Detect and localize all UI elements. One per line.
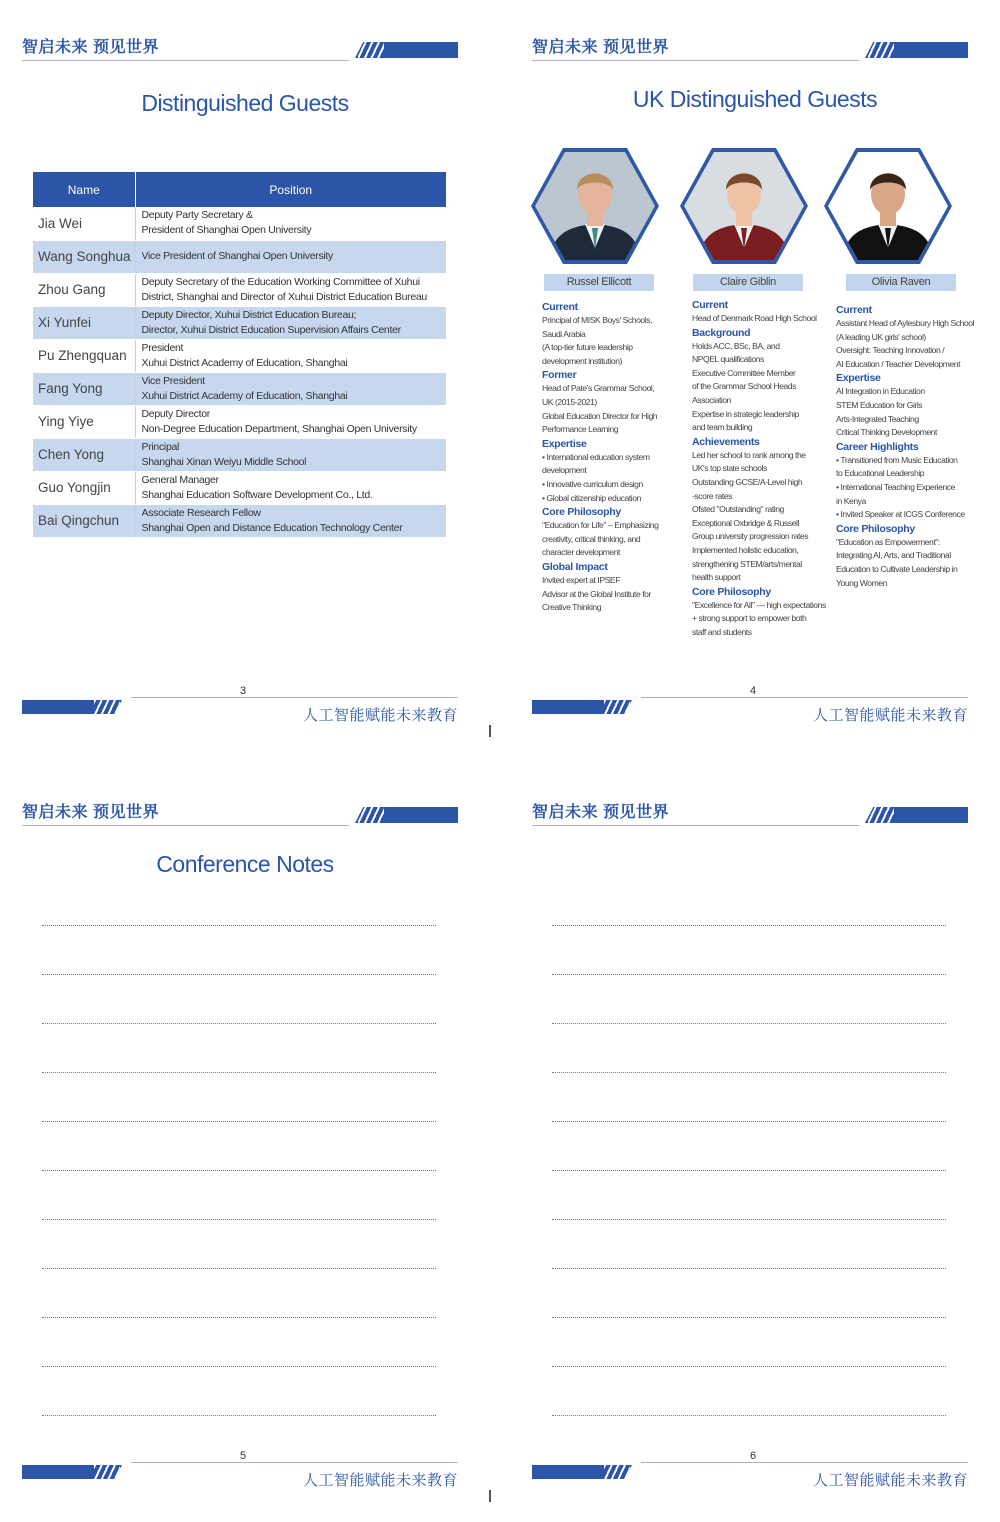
page-seam-mark xyxy=(489,1490,491,1502)
guest-position xyxy=(135,504,446,537)
note-line[interactable] xyxy=(552,1170,946,1171)
guest-name: Ying Yiye xyxy=(33,405,135,438)
footer-rule xyxy=(131,1462,458,1463)
bio-line: Led her school to rank among the xyxy=(692,449,806,460)
bio-line: STEM Education for Girls xyxy=(836,399,923,410)
table-row xyxy=(33,405,446,438)
bio-line: Education to Cultivate Leadership in xyxy=(836,563,958,574)
bio-line: Head of Pate's Grammar School, xyxy=(542,383,655,394)
table-row xyxy=(33,273,446,306)
bio-line: Implemented holistic education, xyxy=(692,544,799,555)
portrait-photo xyxy=(828,152,948,260)
bio-section-heading: Background xyxy=(692,326,751,339)
page-title: Distinguished Guests xyxy=(141,90,349,116)
note-line[interactable] xyxy=(42,1023,436,1024)
footer-slogan: 人工智能赋能未来教育 xyxy=(302,707,458,724)
position-line: Associate Research Fellow xyxy=(141,506,261,519)
page-4 xyxy=(525,20,985,760)
bio-line: • Global citizenship education xyxy=(542,492,641,503)
page-number: 6 xyxy=(749,1450,757,1462)
note-line[interactable] xyxy=(552,1415,946,1416)
bio-line: AI Education / Teacher Development xyxy=(836,358,961,369)
note-line[interactable] xyxy=(42,974,436,975)
bio-line: and team building xyxy=(692,422,753,433)
position-line: Deputy Secretary of the Education Working Committee of Xuhui xyxy=(141,275,420,288)
bio-line: Young Women xyxy=(836,577,887,588)
guest-name: Bai Qingchun xyxy=(33,504,135,537)
note-line[interactable] xyxy=(42,1219,436,1220)
bio-line: Invited expert at IPSEF xyxy=(542,574,621,585)
header-rule xyxy=(532,60,859,61)
guest-position xyxy=(135,405,446,438)
table-row xyxy=(33,240,446,273)
bio-line: UK's top state schools xyxy=(692,463,767,474)
bio-line: Group university progression rates xyxy=(692,531,809,542)
header-stripe-bar xyxy=(355,42,458,58)
bio-line: Arts-Integrated Teaching xyxy=(836,413,919,424)
bio-line: (A leading UK girls' school) xyxy=(836,331,926,342)
header-title: 智启未来 预见世界 xyxy=(532,804,669,821)
header-title: 智启未来 预见世界 xyxy=(532,39,669,56)
bio-line: of the Grammar School Heads xyxy=(692,381,796,392)
guest-position xyxy=(135,372,446,405)
note-line[interactable] xyxy=(552,1121,946,1122)
bio-section-heading: Current xyxy=(692,299,728,311)
bio-line: Holds ACC, BSc, BA, and xyxy=(692,340,780,351)
note-line[interactable] xyxy=(552,1072,946,1073)
guest-name: Xi Yunfei xyxy=(33,306,135,339)
footer-stripe-bar xyxy=(22,700,122,714)
bio-line: to Educational Leadership xyxy=(836,468,925,479)
portrait-frame xyxy=(824,148,952,264)
page-seam-mark xyxy=(489,725,491,737)
bio-line: Ofsted "Outstanding" rating xyxy=(692,504,784,515)
profile-name: Olivia Raven xyxy=(846,274,956,291)
portrait-figure xyxy=(535,152,655,260)
bio-line: Advisor at the Global Institute for xyxy=(542,588,651,599)
note-line[interactable] xyxy=(42,1170,436,1171)
table-header-row xyxy=(33,172,446,207)
guests-table xyxy=(33,172,446,538)
bio-line: creativity, critical thinking, and xyxy=(542,533,641,544)
bio-line: character development xyxy=(542,547,620,558)
bio-line: in Kenya xyxy=(836,495,866,506)
header-rule xyxy=(532,825,859,826)
note-line[interactable] xyxy=(42,1268,436,1269)
portrait-figure xyxy=(684,152,804,260)
bio-line: Outstanding GCSE/A-Level high xyxy=(692,476,803,487)
bio-line: • Invited Speaker at ICGS Conference xyxy=(836,509,965,520)
bio-line: Critical Thinking Development xyxy=(836,427,937,438)
bio-section-heading: Achievements xyxy=(692,435,760,448)
header-rule xyxy=(22,60,349,61)
guest-name: Chen Yong xyxy=(33,438,135,471)
bio-line: Oversight: Teaching Innovation / xyxy=(836,345,945,356)
note-line[interactable] xyxy=(552,1317,946,1318)
guest-position xyxy=(135,306,446,339)
position-line: Vice President xyxy=(141,374,205,387)
position-line: Non-Degree Education Department, Shanghai Open University xyxy=(141,422,417,435)
position-line: Shanghai Education Software Development Co., Ltd. xyxy=(141,488,373,501)
position-line: Deputy Party Secretary & xyxy=(141,209,253,222)
note-line[interactable] xyxy=(42,1415,436,1416)
note-line[interactable] xyxy=(42,1317,436,1318)
bio-line: -score rates xyxy=(692,490,732,501)
bio-line: + strong support to empower both xyxy=(692,613,807,624)
bio-line: Association xyxy=(692,394,731,405)
header-title: 智启未来 预见世界 xyxy=(22,39,159,56)
header-rule xyxy=(22,825,349,826)
bio-line: "Education as Empowerment": xyxy=(836,536,940,547)
page-number: 4 xyxy=(749,685,757,697)
guest-name: Pu Zhengquan xyxy=(33,339,135,372)
bio-section-heading: Core Philosophy xyxy=(692,585,771,598)
bio-line: development xyxy=(542,465,587,476)
position-line: Vice President of Shanghai Open University xyxy=(141,250,333,262)
footer-stripe-bar xyxy=(532,700,632,714)
bio-section-heading: Expertise xyxy=(836,372,881,385)
bio-line: staff and students xyxy=(692,626,752,637)
column-header-name: Name xyxy=(33,172,135,207)
position-line: Deputy Director, Xuhui District Education Bureau; xyxy=(141,308,357,321)
header-stripe-bar xyxy=(355,807,458,823)
bio-line: Exceptional Oxbridge & Russell xyxy=(692,517,799,528)
table-row xyxy=(33,471,446,504)
page-5 xyxy=(15,785,475,1522)
bio-section-heading: Former xyxy=(542,369,577,382)
table-row xyxy=(33,339,446,372)
bio-line: strengthening STEM/arts/mental xyxy=(692,558,802,569)
page-title: Conference Notes xyxy=(156,851,334,877)
portrait-photo xyxy=(684,152,804,260)
note-line[interactable] xyxy=(42,1072,436,1073)
bio-line: Creative Thinking xyxy=(542,602,602,613)
column-header-position: Position xyxy=(135,172,446,207)
bio-section-heading: Current xyxy=(836,304,872,316)
footer-rule xyxy=(641,697,968,698)
bio-line: NPQEL qualifications xyxy=(692,354,764,365)
footer-stripe-bar xyxy=(22,1465,122,1479)
table-row xyxy=(33,372,446,405)
note-line[interactable] xyxy=(552,925,946,926)
note-line[interactable] xyxy=(552,1219,946,1220)
bio-line: Assistant Head of Aylesbury High School xyxy=(836,318,975,328)
position-line: President xyxy=(141,341,184,354)
bio-line: (A top-tier future leadership xyxy=(542,342,633,353)
bio-line: Head of Denmark Road High School xyxy=(692,313,817,323)
page-3 xyxy=(15,20,475,760)
guest-position xyxy=(135,438,446,471)
footer-rule xyxy=(641,1462,968,1463)
bio-line: health support xyxy=(692,572,741,583)
note-line[interactable] xyxy=(552,1023,946,1024)
note-line[interactable] xyxy=(42,1366,436,1367)
portrait-photo xyxy=(535,152,655,260)
bio-line: • Transitioned from Music Education xyxy=(836,454,958,465)
footer-rule xyxy=(131,697,458,698)
bio-section-heading: Expertise xyxy=(542,437,587,450)
portrait-frame xyxy=(531,148,659,264)
guest-position xyxy=(135,471,446,504)
page-title: UK Distinguished Guests xyxy=(632,86,878,112)
profile-bio xyxy=(836,303,975,590)
note-line[interactable] xyxy=(552,974,946,975)
position-line: General Manager xyxy=(141,473,219,486)
portrait-figure xyxy=(828,152,948,260)
bio-section-heading: Global Impact xyxy=(542,560,608,573)
page-number: 3 xyxy=(239,685,247,697)
header-stripe-bar xyxy=(865,807,968,823)
position-line: President of Shanghai Open University xyxy=(141,224,312,237)
table-row xyxy=(33,306,446,339)
page-number: 5 xyxy=(239,1450,247,1462)
bio-line: • International education system xyxy=(542,451,650,462)
table-row xyxy=(33,438,446,471)
page-6 xyxy=(525,785,985,1522)
position-line: Deputy Director xyxy=(141,407,210,420)
position-line: District, Shanghai and Director of Xuhui District Education Bureau xyxy=(141,290,427,303)
profile-name: Claire Giblin xyxy=(693,274,803,291)
bio-line: Saudi Arabia xyxy=(542,328,586,339)
bio-section-heading: Career Highlights xyxy=(836,440,919,453)
footer-slogan: 人工智能赋能未来教育 xyxy=(812,707,968,724)
bio-line: Executive Committee Member xyxy=(692,367,796,378)
bio-line: Integrating AI, Arts, and Traditional xyxy=(836,550,951,561)
position-line: Director, Xuhui District Education Supervision Affairs Center xyxy=(141,323,401,336)
bio-line: • Innovative curriculum design xyxy=(542,478,643,489)
guest-position xyxy=(135,273,446,306)
profile-bio xyxy=(542,300,677,615)
table-row xyxy=(33,504,446,537)
profile-name: Russel Ellicott xyxy=(544,274,654,291)
note-line[interactable] xyxy=(552,1366,946,1367)
note-line[interactable] xyxy=(42,925,436,926)
note-line[interactable] xyxy=(42,1121,436,1122)
position-line: Principal xyxy=(141,440,180,453)
table-row xyxy=(33,207,446,240)
bio-line: development institution) xyxy=(542,355,622,366)
position-line: Xuhui District Academy of Education, Shanghai xyxy=(141,356,348,369)
guest-name: Zhou Gang xyxy=(33,273,135,306)
guest-position xyxy=(135,339,446,372)
footer-stripe-bar xyxy=(532,1465,632,1479)
header-stripe-bar xyxy=(865,42,968,58)
bio-line: AI Integration in Education xyxy=(836,386,925,397)
guest-position xyxy=(135,207,446,240)
position-line: Shanghai Open and Distance Education Technology Center xyxy=(141,521,403,534)
guest-name: Jia Wei xyxy=(33,207,135,240)
bio-line: "Excellence for All" — high expectations xyxy=(692,599,826,610)
footer-slogan: 人工智能赋能未来教育 xyxy=(812,1472,968,1489)
footer-slogan: 人工智能赋能未来教育 xyxy=(302,1472,458,1489)
bio-line: "Education for Life" – Emphasizing xyxy=(542,520,659,531)
portrait-frame xyxy=(680,148,808,264)
note-line[interactable] xyxy=(552,1268,946,1269)
bio-section-heading: Core Philosophy xyxy=(836,522,915,535)
bio-section-heading: Current xyxy=(542,301,578,313)
bio-line: Principal of MISK Boys' Schools, xyxy=(542,315,652,325)
bio-line: Performance Learning xyxy=(542,424,619,435)
guest-name: Guo Yongjin xyxy=(33,471,135,504)
position-line: Xuhui District Academy of Education, Shanghai xyxy=(141,389,348,402)
guest-position xyxy=(135,240,446,273)
bio-line: Global Education Director for High xyxy=(542,410,658,421)
bio-line: UK (2015-2021) xyxy=(542,396,597,407)
position-line: Shanghai Xinan Weiyu Middle School xyxy=(141,455,307,468)
guest-name: Wang Songhua xyxy=(33,240,135,273)
guest-name: Fang Yong xyxy=(33,372,135,405)
bio-line: • International Teaching Experience xyxy=(836,481,955,492)
header-title: 智启未来 预见世界 xyxy=(22,804,159,821)
profile-bio xyxy=(692,298,827,639)
bio-section-heading: Core Philosophy xyxy=(542,506,621,519)
bio-line: Expertise in strategic leadership xyxy=(692,408,799,419)
